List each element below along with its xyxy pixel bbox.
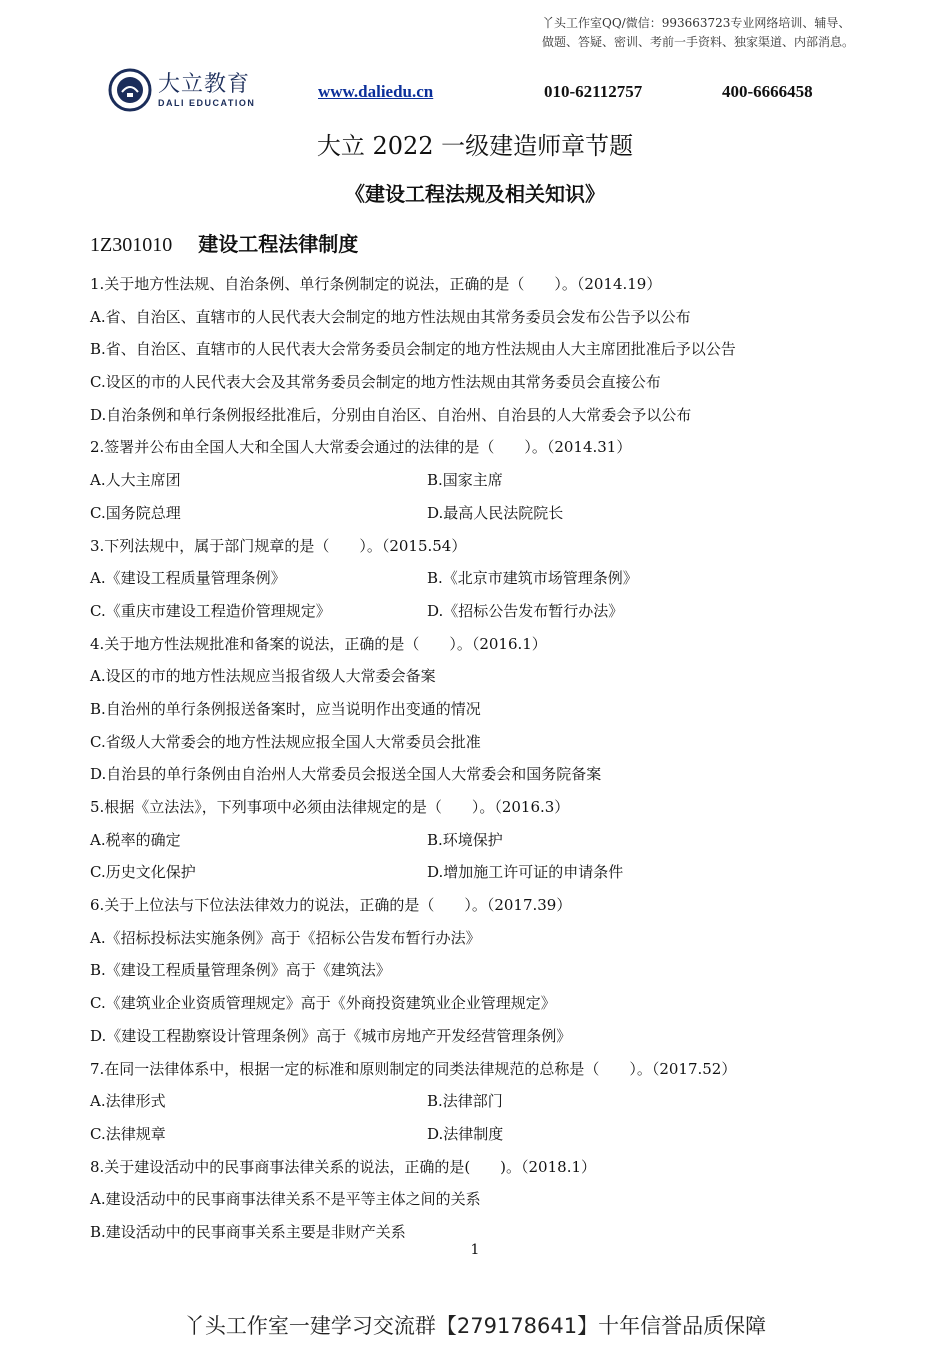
- section-heading: [90, 228, 358, 257]
- question-text: 6.关于上位法与下位法法律效力的说法，正确的是（ ）。（2017.39）: [90, 896, 572, 915]
- phone-number-1: 010-62112757: [544, 82, 643, 101]
- option-text: A.税率的确定: [90, 830, 181, 849]
- top-note: [542, 14, 902, 52]
- document-subtitle: 《建设工程法规及相关知识》: [345, 182, 605, 206]
- option-text: A.人大主席团: [90, 471, 181, 490]
- option-text: C.《建筑业企业资质管理规定》高于《外商投资建筑业企业管理规定》: [90, 994, 556, 1013]
- option-text: B.《北京市建筑市场管理条例》: [427, 569, 638, 588]
- option-text: D.《建设工程勘察设计管理条例》高于《城市房地产开发经营管理条例》: [90, 1026, 572, 1045]
- page-number: 1: [470, 1242, 480, 1258]
- option-text: D.最高人民法院院长: [427, 503, 564, 522]
- phone-number-2: 400-6666458: [722, 82, 813, 101]
- option-text: D.增加施工许可证的申请条件: [427, 863, 624, 882]
- document-title: 大立 2022 一级建造师章节题: [316, 132, 634, 160]
- question-text: 4.关于地方性法规批准和备案的说法，正确的是（ ）。（2016.1）: [90, 634, 547, 653]
- logo: [108, 68, 255, 112]
- logo-chinese-name: 大立教育: [158, 72, 251, 97]
- question-text: 8.关于建设活动中的民事商事法律关系的说法，正确的是( )。（2018.1）: [90, 1157, 597, 1176]
- option-text: C.设区的市的人民代表大会及其常务委员会制定的地方性法规由其常务委员会直接公布: [90, 373, 661, 392]
- question-text: 3.下列法规中，属于部门规章的是（ ）。（2015.54）: [90, 536, 467, 555]
- dali-logo-icon: [108, 68, 152, 112]
- option-text: B.省、自治区、直辖市的人民代表大会常务委员会制定的地方性法规由人大主席团批准后予以公告: [90, 340, 736, 359]
- question-text: 5.根据《立法法》，下列事项中必须由法律规定的是（ ）。（2016.3）: [90, 798, 570, 816]
- logo-english-name: DALI EDUCATION: [158, 98, 256, 108]
- question-list: [90, 268, 870, 1249]
- question-text: 2.签署并公布由全国人大和全国人大常委会通过的法律的是（ ）。（2014.31）: [90, 438, 632, 457]
- option-row: [90, 1085, 870, 1118]
- option-text: C.历史文化保护: [90, 863, 196, 882]
- option-text: A.建设活动中的民事商事法律关系不是平等主体之间的关系: [90, 1190, 481, 1209]
- option-row: [90, 595, 870, 628]
- option-text: C.《重庆市建设工程造价管理规定》: [90, 601, 331, 620]
- option-text: D.法律制度: [427, 1124, 504, 1143]
- option-text: D.《招标公告发布暂行办法》: [427, 601, 624, 620]
- section-code: 1Z301010: [90, 234, 173, 256]
- option-row: [90, 1118, 870, 1151]
- question-text: 1.关于地方性法规、自治条例、单行条例制定的说法，正确的是（ ）。（2014.19）: [90, 275, 662, 293]
- option-text: A.设区的市的地方性法规应当报省级人大常委会备案: [90, 667, 436, 686]
- option-text: C.国务院总理: [90, 503, 181, 522]
- option-text: B.自治州的单行条例报送备案时，应当说明作出变通的情况: [90, 699, 481, 718]
- option-text: A.法律形式: [90, 1092, 166, 1111]
- option-text: A.省、自治区、直辖市的人民代表大会制定的地方性法规由其常务委员会发布公告予以公布: [90, 307, 691, 326]
- question-text: 7.在同一法律体系中，根据一定的标准和原则制定的同类法律规范的总称是（ ）。（2017.52）: [90, 1059, 737, 1078]
- option-text: B.国家主席: [427, 471, 503, 490]
- top-note-line-1: 丫头工作室QQ/微信：993663723专业网络培训、辅导、: [542, 16, 851, 30]
- option-row: [90, 497, 870, 530]
- option-row: [90, 464, 870, 497]
- option-row: [90, 824, 870, 857]
- option-text: A.《建设工程质量管理条例》: [90, 569, 286, 588]
- option-text: D.自治县的单行条例由自治州人大常委员会报送全国人大常委会和国务院备案: [90, 765, 602, 784]
- option-text: A.《招标投标法实施条例》高于《招标公告发布暂行办法》: [90, 928, 481, 947]
- footer-banner: 丫头工作室一建学习交流群【279178641】十年信誉品质保障: [183, 1314, 767, 1338]
- option-row: [90, 856, 870, 889]
- option-text: D.自治条例和单行条例报经批准后，分别由自治区、自治州、自治县的人大常委会予以公布: [90, 405, 692, 424]
- option-text: B.法律部门: [427, 1092, 503, 1111]
- section-name: 建设工程法律制度: [198, 232, 359, 256]
- page-header: [108, 68, 868, 118]
- option-text: B.《建设工程质量管理条例》高于《建筑法》: [90, 961, 391, 980]
- website-link[interactable]: www.daliedu.cn: [318, 82, 434, 101]
- option-text: C.省级人大常委会的地方性法规应报全国人大常委员会批准: [90, 732, 481, 751]
- option-text: B.建设活动中的民事商事关系主要是非财产关系: [90, 1222, 406, 1241]
- option-row: [90, 562, 870, 595]
- option-text: C.法律规章: [90, 1124, 166, 1143]
- option-text: B.环境保护: [427, 830, 503, 849]
- top-note-line-2: 做题、答疑、密训、考前一手资料、独家渠道、内部消息。: [542, 35, 855, 49]
